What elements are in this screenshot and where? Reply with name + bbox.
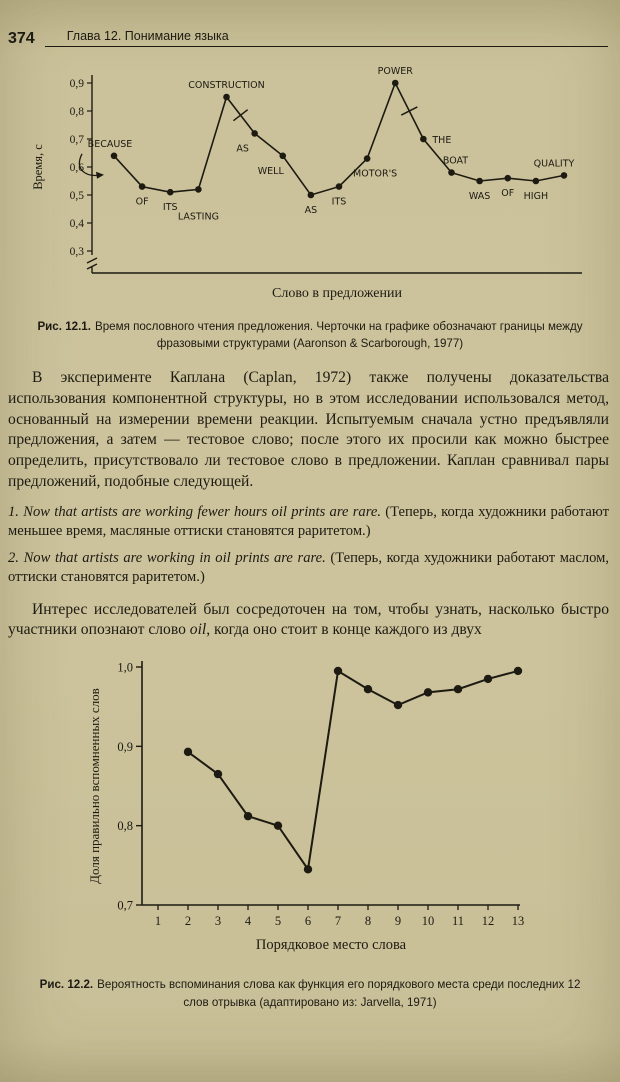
svg-text:3: 3 [214,914,222,929]
data-point [392,79,399,86]
svg-text:0,5: 0,5 [69,189,84,202]
svg-text:0,7: 0,7 [117,898,133,913]
y-axis-label: Доля правильно вспомненных слов [87,688,102,884]
example-1-number: 1. [8,503,19,520]
chapter-title: Глава 12. Понимание языка [45,30,608,47]
data-point [504,174,511,181]
svg-text:6: 6 [304,914,312,929]
svg-text:0,7: 0,7 [69,133,84,146]
svg-text:10: 10 [421,914,435,929]
svg-text:WAS: WAS [468,190,491,202]
data-point [424,688,432,696]
svg-text:0,8: 0,8 [117,819,133,834]
figure2-chart [82,653,534,965]
paragraph2-before: Интерес исследователей был сосредоточен на том, чтобы узнать, насколько быстро участники опознают слово [8,600,609,639]
svg-text:1,0: 1,0 [117,660,133,675]
example-1-russian: (Теперь, когда художники работают меньшее время, масляные оттиски становятся раритетом.) [8,503,609,539]
page-header [8,30,608,47]
data-point [561,172,568,179]
figure1 [26,63,620,312]
svg-text:0,3: 0,3 [69,245,84,258]
data-point [304,865,312,873]
svg-text:OF: OF [135,196,149,208]
data-point [274,822,282,830]
figure2-caption-label: Рис. 12.2. [39,978,94,992]
svg-text:0,9: 0,9 [69,77,84,90]
figure1-caption [30,318,590,353]
data-point [334,667,342,675]
example-2-number: 2. [8,550,19,567]
example-1 [8,503,609,542]
data-point [448,169,455,176]
data-point [244,812,252,820]
svg-text:0,9: 0,9 [117,739,133,754]
data-point [139,183,146,190]
body-paragraph-2 [8,600,609,641]
svg-text:MOTOR'S: MOTOR'S [353,168,398,180]
body-text-2 [8,600,609,641]
data-point [420,135,427,142]
svg-text:5: 5 [274,914,282,929]
data-point [195,186,202,193]
svg-text:2: 2 [184,914,192,929]
svg-text:WELL: WELL [257,165,284,177]
data-point [394,701,402,709]
example-2-russian: (Теперь, когда художники работают маслом, оттиски становятся раритетом.) [8,550,610,586]
x-axis-label: Порядковое место слова [255,937,407,954]
data-point [223,93,230,100]
svg-text:12: 12 [481,914,495,929]
svg-text:AS: AS [236,142,249,154]
figure1-caption-text: Время пословного чтения предложения. Черточки на графике обозначают границы между фразовыми структурами (Aaronson & Scarborough, 1977) [94,319,583,350]
svg-text:4: 4 [244,914,252,929]
plot-line [114,83,564,195]
svg-text:0,8: 0,8 [69,105,84,118]
page-number: 374 [8,29,35,47]
svg-text:CONSTRUCTION: CONSTRUCTION [188,79,265,91]
figure2-caption [30,976,590,1011]
example-2-english: Now that artists are working in oil prints are rare. [23,550,326,567]
svg-text:9: 9 [394,914,402,929]
data-point [364,685,372,693]
data-point [476,177,483,184]
data-point [336,183,343,190]
plot-line [188,671,518,869]
data-point [214,770,222,778]
data-point [184,748,192,756]
paragraph2-oil: oil [189,621,207,639]
example-2 [8,549,609,588]
phrase-boundary-tick [401,106,417,114]
svg-text:THE: THE [432,134,452,146]
data-point [364,155,371,162]
svg-text:0,4: 0,4 [69,217,84,230]
svg-text:POWER: POWER [377,65,413,77]
svg-text:AS: AS [304,204,318,216]
svg-text:BOAT: BOAT [442,155,469,167]
data-point [454,685,462,693]
data-point [308,191,315,198]
svg-text:ITS: ITS [331,196,347,208]
svg-text:OF: OF [501,187,515,199]
data-point [533,177,540,184]
svg-text:HIGH: HIGH [523,190,549,202]
body-paragraph-1: В эксперименте Каплана (Caplan, 1972) также получены доказательства использования компонентной структуры, но в этом исследовании использовался метод, основанный на измерении времени реакции. Испытуемым сначала устно предъявляли предложения, а затем — тестовое слово; после этого их просили как можно быстрее определить, присутствовало ли тестовое слово в предложении. Каплан сравнивал пары предложений, подобные следующей. [8,369,609,490]
svg-text:ITS: ITS [162,201,178,213]
y-axis-label: Время, с [31,143,45,190]
svg-text:1: 1 [154,914,162,929]
svg-text:7: 7 [334,914,342,929]
x-axis-label: Слово в предложении [272,285,402,301]
svg-text:LASTING: LASTING [177,210,219,222]
svg-text:QUALITY: QUALITY [533,157,575,169]
data-point [514,667,522,675]
svg-text:13: 13 [511,914,525,929]
data-point [111,152,118,159]
svg-text:11: 11 [451,914,465,929]
body-text [8,368,609,492]
data-point [167,188,174,195]
data-point [484,675,492,683]
data-point [251,130,258,137]
example-sentences [8,503,609,588]
paragraph2-after: , когда оно стоит в конце каждого из двух [206,621,482,639]
figure2-caption-text: Вероятность вспоминания слова как функция его порядкового места среди последних 12 слов отрывка (адаптировано из: Jarvella, 1971) [97,978,581,1009]
data-point [279,152,286,159]
figure1-chart [26,63,588,307]
svg-text:8: 8 [364,914,372,929]
example-1-english: Now that artists are working fewer hours oil prints are rare. [23,503,381,520]
svg-text:0,6: 0,6 [69,161,84,174]
figure1-caption-label: Рис. 12.1. [37,319,91,333]
svg-text:BECAUSE: BECAUSE [87,138,133,150]
phrase-boundary-tick [233,109,247,120]
figure2 [82,653,620,970]
